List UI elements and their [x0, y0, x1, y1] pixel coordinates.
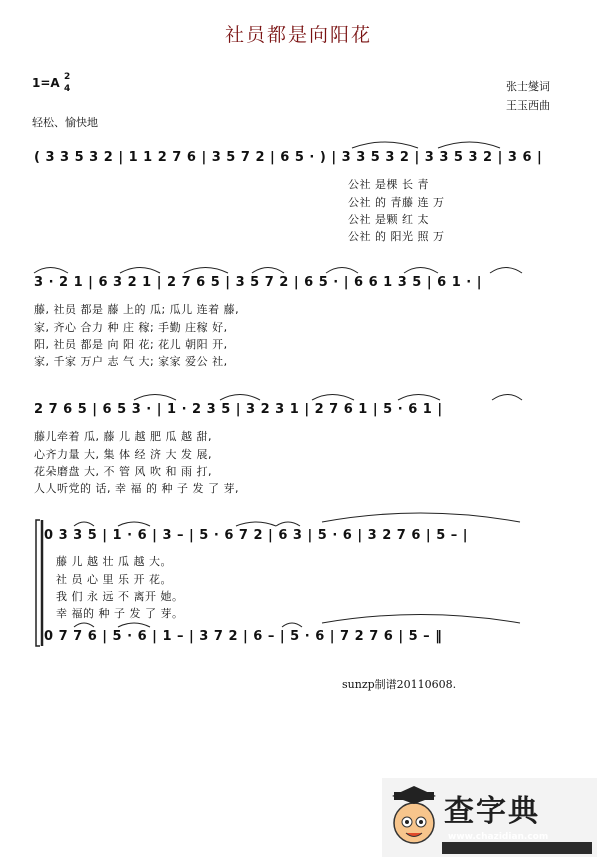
- notation-row-4: 0 3 3 5 | 1 · 6 | 3 – | 5 · 6 7 2 | 6 3 | 5 · 6 | 3 2 7 6 | 5 – |: [44, 528, 469, 543]
- slur: [352, 142, 418, 148]
- lyric-row-4-verse-4: 幸 福的 种 子 发 了 芽。: [56, 607, 184, 620]
- notation-row-2: 3 · 2 1 | 6 3 2 1 | 2 7 6 5 | 3 5 7 2 | 6 5 · | 6 6 1 3 5 | 6 1 · |: [34, 275, 482, 290]
- notation-row-3: 2 7 6 5 | 6 5 3 · | 1 · 2 3 5 | 3 2 3 1 | 2 7 6 1 | 5 · 6 1 |: [34, 402, 443, 417]
- slur: [312, 395, 354, 401]
- lyric-row-1-verse-2: 公社 的 青藤 连 万: [348, 196, 445, 209]
- lyric-row-2-verse-4: 家, 千家 万户 志 气 大; 家家 爱公 社,: [34, 355, 228, 368]
- score-credit: sunzp制谱20110608.: [342, 678, 457, 691]
- slur: [120, 268, 160, 274]
- slur: [34, 268, 68, 274]
- slur: [74, 623, 94, 627]
- slur: [398, 395, 440, 401]
- lyric-row-4-verse-3: 我 们 永 远 不 离开 她。: [56, 590, 184, 603]
- slur: [276, 522, 300, 526]
- watermark-name: 查字典: [444, 794, 540, 829]
- slur: [134, 395, 176, 401]
- lyric-row-2-verse-2: 家, 齐心 合力 种 庄 稼; 手勤 庄稼 好,: [34, 321, 228, 334]
- slur: [220, 395, 260, 401]
- slur: [74, 522, 94, 526]
- lyric-row-3-verse-4: 人人听党的 话, 幸 福 的 种 子 发 了 芽,: [34, 482, 239, 495]
- lyricist: 张士燮词: [506, 80, 550, 93]
- slur: [322, 615, 520, 624]
- time-signature-bottom: 4: [64, 84, 71, 94]
- slur: [252, 268, 284, 274]
- slur: [404, 268, 438, 274]
- key-prefix: 1=A: [32, 76, 60, 90]
- slur: [438, 142, 500, 148]
- lyric-row-4-verse-2: 社 员 心 里 乐 开 花。: [56, 573, 172, 586]
- lyric-row-3-verse-3: 花朵磨盘 大, 不 管 风 吹 和 雨 打,: [34, 465, 212, 478]
- notation-row-1: ( 3 3 5 3 2 | 1 1 2 7 6 | 3 5 7 2 | 6 5 · ) | 3 3 5 3 2 | 3 3 5 3 2 | 3 6 |: [34, 150, 543, 165]
- system-brace: [36, 520, 40, 646]
- lyric-row-2-verse-3: 阳, 社员 都是 向 阳 花; 花儿 朝阳 开,: [34, 338, 228, 351]
- slur: [236, 522, 276, 526]
- slur: [184, 268, 228, 274]
- time-signature-top: 2: [64, 72, 71, 82]
- slur: [118, 623, 150, 627]
- slur: [282, 623, 302, 627]
- slur: [322, 513, 520, 522]
- lyric-row-3-verse-1: 藤儿牵着 瓜, 藤 儿 越 肥 瓜 越 甜,: [34, 430, 212, 443]
- lyric-row-2-verse-1: 藤, 社员 都是 藤 上的 瓜; 瓜儿 连着 藤,: [34, 303, 240, 316]
- lyric-row-1-verse-1: 公社 是棵 长 青: [348, 178, 429, 191]
- lyric-row-4-verse-1: 藤 儿 越 壮 瓜 越 大。: [56, 555, 172, 568]
- lyric-row-1-verse-3: 公社 是颗 红 太: [348, 213, 429, 226]
- slur: [492, 395, 522, 401]
- tempo-marking: 轻松、愉快地: [32, 116, 98, 129]
- watermark-url: www.chazidian.com: [448, 832, 549, 842]
- lyric-row-1-verse-4: 公社 的 阳光 照 万: [348, 230, 445, 243]
- slur: [326, 268, 358, 274]
- notation-row-5: 0 7 7 6 | 5 · 6 | 1 – | 3 7 2 | 6 – | 5 · 6 | 7 2 7 6 | 5 – ‖: [44, 629, 443, 644]
- composer: 王玉西曲: [506, 99, 550, 112]
- lyric-row-3-verse-2: 心齐力量 大, 集 体 经 济 大 发 展,: [34, 448, 212, 461]
- slur: [490, 268, 522, 274]
- page-title: 社员都是向阳花: [224, 24, 372, 46]
- slur: [118, 522, 150, 526]
